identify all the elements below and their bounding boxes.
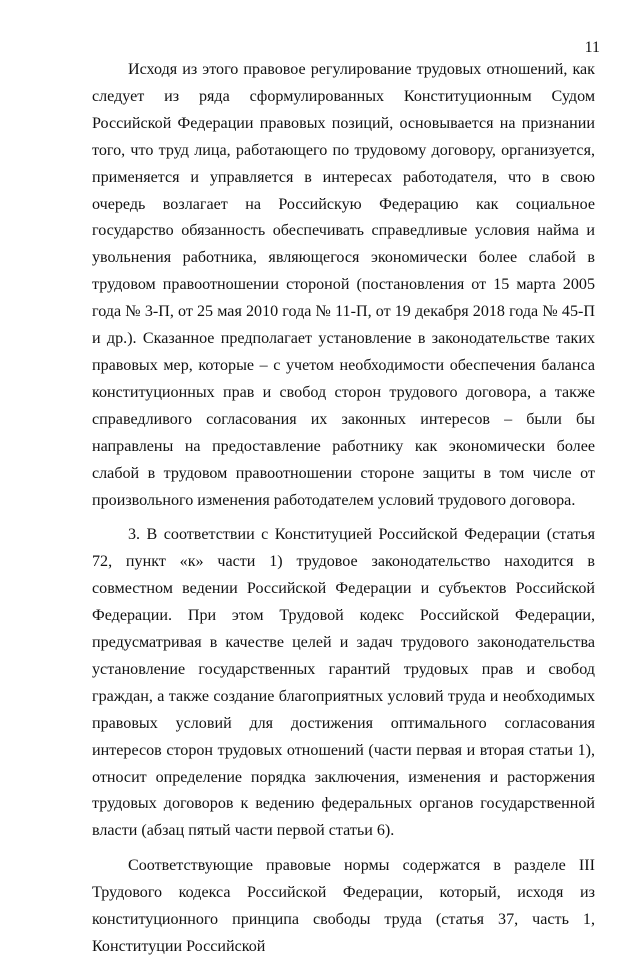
paragraph-1: Исходя из этого правовое регулирование трудовых отношений, как следует из ряда сформулированных Конституционным Судом Российской Федерации правовых позиций, основывается на признании того, что труд лица, работающего по трудовому договору, организуется, применяется и управляется в интересах работодателя, что в свою очередь возлагает на Российскую Федерацию как социальное государство обязанность обеспечивать справедливые условия найма и увольнения работника, являющегося экономически более слабой в трудовом правоотношении стороной (постановления от 15 марта 2005 года № 3-П, от 25 мая 2010 года № 11-П, от 19 декабря 2018 года № 45-П и др.). Сказанное предполагает установление в законодательстве таких правовых мер, которые – с учетом необходимости обеспечения баланса конституционных прав и свобод сторон трудового договора, а также справедливого согласования их законных интересов – были бы направлены на предоставление работнику как экономически более слабой в трудовом правоотношении стороне защиты в том числе от произвольного изменения работодателем условий трудового договора. <box>92 61 595 509</box>
page-number: 11 <box>584 39 600 56</box>
paragraph-3: Соответствующие правовые нормы содержатся в разделе III Трудового кодекса Российской Федерации, который, исходя из конституционного принципа свободы труда (статья 37, часть 1, Конституции Российской <box>92 857 595 955</box>
body-text <box>92 57 595 961</box>
paragraph-2: 3. В соответствии с Конституцией Российской Федерации (статья 72, пункт «к» части 1) трудовое законодательство находится в совместном ведении Российской Федерации и субъектов Российской Федерации. При этом Трудовой кодекс Российской Федерации, предусматривая в качестве целей и задач трудового законодательства установление государственных гарантий трудовых прав и свобод граждан, а также создание благоприятных условий труда и необходимых правовых условий для достижения оптимального согласования интересов сторон трудовых отношений (части первая и вторая статьи 1), относит определение порядка заключения, изменения и расторжения трудовых договоров к ведению федеральных органов государственной власти (абзац пятый части первой статьи 6). <box>92 526 595 840</box>
